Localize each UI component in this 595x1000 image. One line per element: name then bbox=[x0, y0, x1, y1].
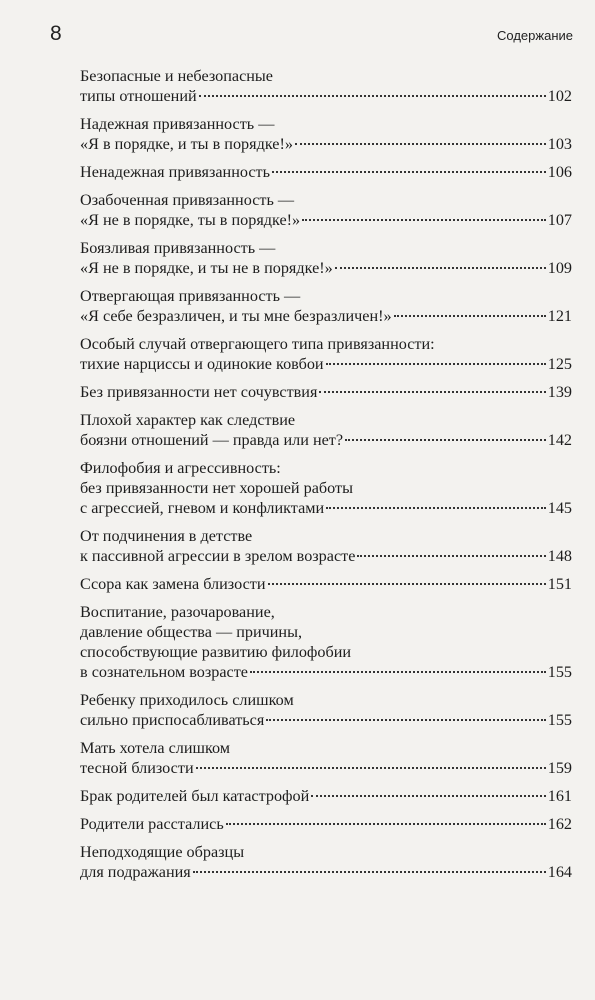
toc-entry bbox=[80, 814, 572, 834]
toc-entry-page-number: 162 bbox=[547, 815, 572, 833]
toc-entry-page-number: 148 bbox=[547, 547, 572, 565]
toc-entry-last-line bbox=[80, 134, 572, 154]
table-of-contents bbox=[80, 66, 572, 890]
toc-entry-page-number: 145 bbox=[547, 499, 572, 517]
toc-entry bbox=[80, 238, 572, 278]
toc-entry-page-number: 159 bbox=[547, 759, 572, 777]
toc-entry-page-number: 106 bbox=[547, 163, 572, 181]
toc-entry-last-line bbox=[80, 546, 572, 566]
toc-entry-title-line: давление общества — причины, bbox=[80, 623, 303, 641]
toc-entry-page-number: 103 bbox=[547, 135, 572, 153]
toc-entry bbox=[80, 786, 572, 806]
toc-entry-title-line: Ненадежная привязанность bbox=[80, 163, 271, 181]
toc-entry-title-line: «Я в порядке, и ты в порядке!» bbox=[80, 135, 293, 153]
toc-entry-page-number: 107 bbox=[547, 211, 572, 229]
dot-leader bbox=[272, 171, 546, 173]
toc-entry bbox=[80, 574, 572, 594]
toc-entry-title-line: Без привязанности нет сочувствия bbox=[80, 383, 318, 401]
dot-leader bbox=[357, 555, 545, 557]
toc-entry-title-line: типы отношений bbox=[80, 87, 197, 105]
dot-leader bbox=[345, 439, 546, 441]
running-head: Содержание bbox=[497, 28, 573, 43]
toc-entry-last-line bbox=[80, 354, 572, 374]
dot-leader bbox=[311, 795, 545, 797]
dot-leader bbox=[394, 315, 546, 317]
toc-entry-title-line: Брак родителей был катастрофой bbox=[80, 787, 310, 805]
dot-leader bbox=[266, 719, 545, 721]
toc-entry bbox=[80, 458, 572, 518]
toc-entry bbox=[80, 690, 572, 730]
toc-entry-last-line bbox=[80, 574, 572, 594]
toc-entry-last-line bbox=[80, 814, 572, 834]
toc-entry-title-line: Филофобия и агрессивность: bbox=[80, 459, 281, 477]
toc-entry bbox=[80, 66, 572, 106]
toc-entry-last-line bbox=[80, 758, 572, 778]
toc-entry-page-number: 155 bbox=[547, 663, 572, 681]
toc-entry-title-line: для подражания bbox=[80, 863, 191, 881]
toc-entry bbox=[80, 738, 572, 778]
dot-leader bbox=[326, 507, 546, 509]
toc-entry-title-line: без привязанности нет хорошей работы bbox=[80, 479, 353, 497]
dot-leader bbox=[193, 871, 546, 873]
toc-entry-title-line: Ссора как замена близости bbox=[80, 575, 266, 593]
toc-entry-page-number: 142 bbox=[547, 431, 572, 449]
toc-entry-last-line bbox=[80, 662, 572, 682]
toc-entry bbox=[80, 382, 572, 402]
toc-entry-last-line bbox=[80, 786, 572, 806]
toc-entry bbox=[80, 410, 572, 450]
toc-entry-last-line bbox=[80, 258, 572, 278]
toc-entry-page-number: 139 bbox=[547, 383, 572, 401]
toc-entry-title-line: Надежная привязанность — bbox=[80, 115, 275, 133]
toc-entry-title-line: Озабоченная привязанность — bbox=[80, 191, 295, 209]
toc-entry-page-number: 164 bbox=[547, 863, 572, 881]
toc-entry bbox=[80, 190, 572, 230]
toc-entry-title-line: Родители расстались bbox=[80, 815, 224, 833]
toc-entry-page-number: 151 bbox=[547, 575, 572, 593]
toc-entry-page-number: 161 bbox=[547, 787, 572, 805]
toc-entry-last-line bbox=[80, 210, 572, 230]
toc-entry-last-line bbox=[80, 86, 572, 106]
toc-entry-title-line: тесной близости bbox=[80, 759, 194, 777]
dot-leader bbox=[302, 219, 546, 221]
toc-entry-page-number: 121 bbox=[547, 307, 572, 325]
toc-entry-title-line: Отвергающая привязанность — bbox=[80, 287, 301, 305]
toc-entry-last-line bbox=[80, 162, 572, 182]
toc-entry-last-line bbox=[80, 306, 572, 326]
toc-entry-title-line: «Я не в порядке, и ты не в порядке!» bbox=[80, 259, 333, 277]
toc-entry-title-line: «Я не в порядке, ты в порядке!» bbox=[80, 211, 301, 229]
toc-entry-title-line: в сознательном возрасте bbox=[80, 663, 248, 681]
toc-entry-title-line: «Я себе безразличен, и ты мне безразличен!» bbox=[80, 307, 392, 325]
toc-entry-last-line bbox=[80, 862, 572, 882]
toc-entry-page-number: 125 bbox=[547, 355, 572, 373]
toc-entry-title-line: способствующие развитию филофобии bbox=[80, 643, 352, 661]
toc-entry-last-line bbox=[80, 382, 572, 402]
toc-entry bbox=[80, 286, 572, 326]
toc-entry-title-line: Неподходящие образцы bbox=[80, 843, 245, 861]
dot-leader bbox=[326, 363, 546, 365]
toc-entry bbox=[80, 334, 572, 374]
dot-leader bbox=[319, 391, 545, 393]
toc-entry-title-line: к пассивной агрессии в зрелом возрасте bbox=[80, 547, 356, 565]
toc-entry-title-line: с агрессией, гневом и конфликтами bbox=[80, 499, 325, 517]
dot-leader bbox=[196, 767, 546, 769]
toc-entry-title-line: Боязливая привязанность — bbox=[80, 239, 276, 257]
toc-entry-page-number: 102 bbox=[547, 87, 572, 105]
dot-leader bbox=[268, 583, 546, 585]
toc-entry-last-line bbox=[80, 498, 572, 518]
toc-entry-title-line: сильно приспосабливаться bbox=[80, 711, 265, 729]
toc-entry bbox=[80, 114, 572, 154]
toc-entry-title-line: тихие нарциссы и одинокие ковбои bbox=[80, 355, 324, 373]
dot-leader bbox=[250, 671, 546, 673]
toc-entry-title-line: Мать хотела слишком bbox=[80, 739, 231, 757]
toc-entry-last-line bbox=[80, 710, 572, 730]
dot-leader bbox=[335, 267, 546, 269]
toc-entry-title-line: Ребенку приходилось слишком bbox=[80, 691, 294, 709]
dot-leader bbox=[295, 143, 546, 145]
dot-leader bbox=[199, 95, 546, 97]
toc-entry-title-line: Особый случай отвергающего типа привязанности: bbox=[80, 335, 435, 353]
toc-entry-page-number: 109 bbox=[547, 259, 572, 277]
toc-entry-title-line: боязни отношений — правда или нет? bbox=[80, 431, 344, 449]
page-number: 8 bbox=[50, 22, 62, 45]
toc-entry-page-number: 155 bbox=[547, 711, 572, 729]
toc-entry bbox=[80, 842, 572, 882]
toc-entry-title-line: Плохой характер как следствие bbox=[80, 411, 296, 429]
toc-entry-title-line: Воспитание, разочарование, bbox=[80, 603, 275, 621]
dot-leader bbox=[226, 823, 546, 825]
toc-entry bbox=[80, 526, 572, 566]
toc-entry-title-line: От подчинения в детстве bbox=[80, 527, 253, 545]
toc-entry bbox=[80, 602, 572, 682]
toc-entry bbox=[80, 162, 572, 182]
toc-entry-last-line bbox=[80, 430, 572, 450]
toc-entry-title-line: Безопасные и небезопасные bbox=[80, 67, 273, 85]
